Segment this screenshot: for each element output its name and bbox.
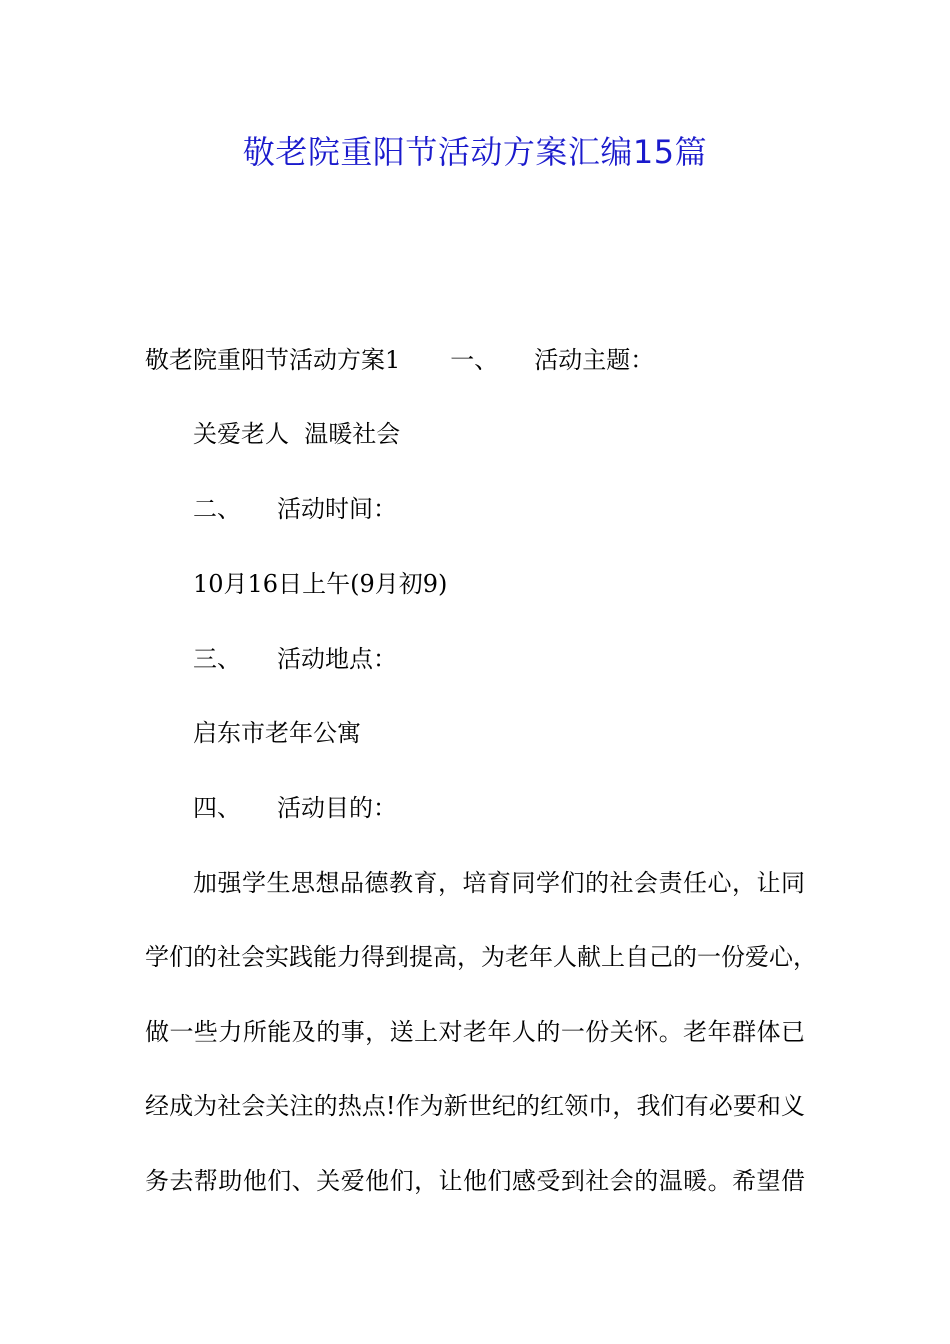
purpose-line: 做一些力所能及的事，送上对老年人的一份关怀。老年群体已 xyxy=(145,1018,805,1046)
purpose-line: 学们的社会实践能力得到提高，为老年人献上自己的一份爱心， xyxy=(145,943,817,971)
section-heading-1 xyxy=(145,342,654,378)
heading-text: 活动主题： xyxy=(534,346,655,374)
heading-number: 一、 xyxy=(450,346,499,374)
activity-time xyxy=(193,566,447,602)
section-heading-3 xyxy=(193,641,397,677)
place-text: 启东市老年公寓 xyxy=(193,719,361,747)
purpose-line: 务去帮助他们、关爱他们，让他们感受到社会的温暖。希望借 xyxy=(145,1167,805,1195)
purpose-line: 加强学生思想品德教育，培育同学们的社会责任心，让同 xyxy=(193,869,805,897)
section-label: 敬老院重阳节活动方案1 xyxy=(145,346,401,374)
activity-place xyxy=(193,715,361,751)
section-heading-2 xyxy=(193,491,397,527)
theme-text: 关爱老人 温暖社会 xyxy=(193,420,401,448)
heading-text: 活动目的： xyxy=(277,794,397,822)
time-text: 10月16日上午(9月初9) xyxy=(193,570,448,598)
activity-theme xyxy=(193,416,400,452)
document-title: 敬老院重阳节活动方案汇编15篇 xyxy=(242,133,708,171)
heading-text: 活动时间： xyxy=(277,495,397,523)
heading-number: 三、 xyxy=(193,645,241,673)
purpose-line: 经成为社会关注的热点!作为新世纪的红领巾，我们有必要和义 xyxy=(145,1092,805,1120)
section-heading-4 xyxy=(193,790,397,826)
heading-text: 活动地点： xyxy=(277,645,397,673)
heading-number: 四、 xyxy=(193,794,241,822)
heading-number: 二、 xyxy=(193,495,241,523)
